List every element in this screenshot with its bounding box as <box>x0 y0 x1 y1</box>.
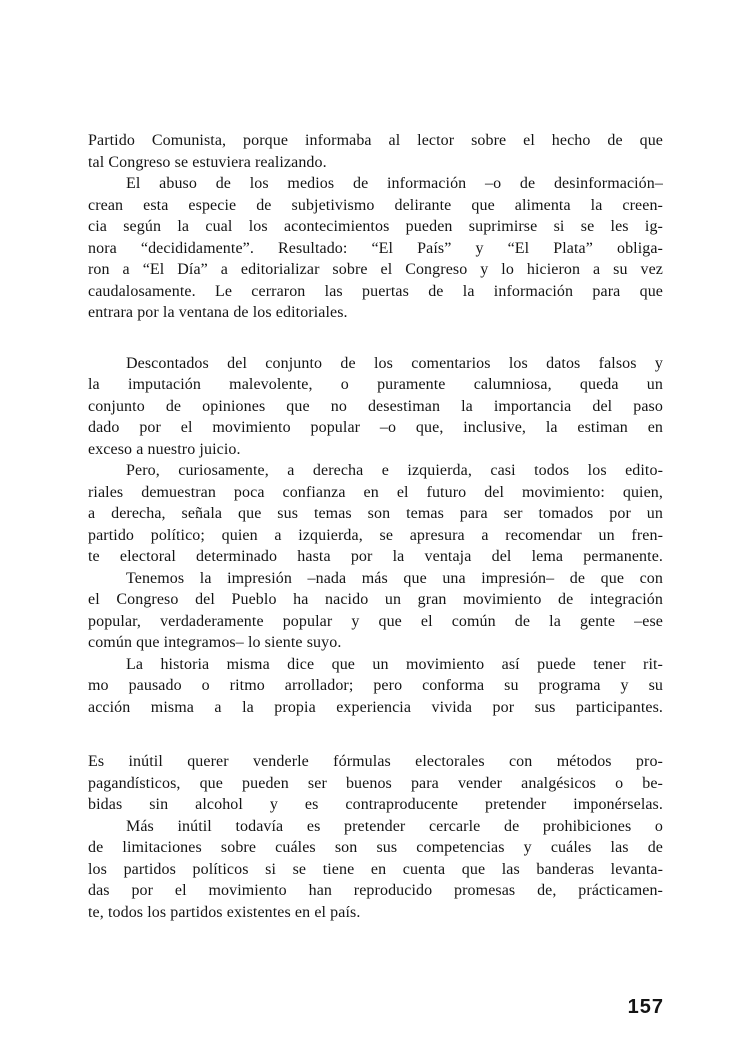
text-line: partido político; quien a izquierda, se apresura a recomendar un fren- <box>88 526 663 544</box>
text-line: mo pausado o ritmo arrollador; pero conforma su programa y su <box>88 677 663 694</box>
paragraph <box>88 654 663 719</box>
text-line: crean esta especie de subjetivismo delirante que alimenta la creen- <box>88 196 663 214</box>
text-line: a derecha, señala que sus temas son temas para ser tomados por un <box>88 505 663 522</box>
text-line: das por el movimiento han reproducido promesas de, prácticamen- <box>88 882 663 899</box>
text-line: común que integramos– lo siente suyo. <box>88 634 342 651</box>
paragraph <box>88 816 663 924</box>
text-line: La historia misma dice que un movimiento así puede tener rit- <box>126 655 663 673</box>
text-line: bidas sin alcohol y es contraproducente pretender imponérselas. <box>88 796 663 813</box>
text-line: Es inútil querer venderle fórmulas electorales con métodos pro- <box>88 753 663 770</box>
text-line: Descontados del conjunto de los comentarios los datos falsos y <box>126 354 663 372</box>
paragraph <box>88 353 663 461</box>
section-1 <box>88 130 663 324</box>
paragraph <box>88 568 663 654</box>
text-line: el Congreso del Pueblo ha nacido un gran movimiento de integración <box>88 591 663 608</box>
text-line: la imputación malevolente, o puramente calumniosa, queda un <box>88 376 663 393</box>
text-line: dado por el movimiento popular –o que, inclusive, la estiman en <box>88 419 663 436</box>
text-line: exceso a nuestro juicio. <box>88 440 241 458</box>
text-line: ron a “El Día” a editorializar sobre el Congreso y lo hicieron a su vez <box>88 261 663 278</box>
paragraph <box>88 130 663 173</box>
text-line: los partidos políticos si se tiene en cuenta que las banderas levanta- <box>88 860 663 878</box>
text-line: riales demuestran poca confianza en el futuro del movimiento: quien, <box>88 483 663 501</box>
text-line: Tenemos la impresión –nada más que una impresión– de que con <box>126 569 663 587</box>
text-line: Partido Comunista, porque informaba al lector sobre el hecho de que <box>88 132 663 149</box>
text-line: conjunto de opiniones que no desestiman la importancia del paso <box>88 397 663 415</box>
text-line: de limitaciones sobre cuáles son sus competencias y cuáles las de <box>88 839 663 856</box>
text-line: te, todos los partidos existentes en el país. <box>88 903 361 921</box>
page-body <box>88 130 663 923</box>
text-line: Más inútil todavía es pretender cercarle de prohibiciones o <box>126 817 663 835</box>
section-3 <box>88 751 663 923</box>
text-line: tal Congreso se estuviera realizando. <box>88 153 327 171</box>
text-line: Pero, curiosamente, a derecha e izquierda, casi todos los edito- <box>126 462 663 479</box>
text-line: El abuso de los medios de información –o de desinformación– <box>126 175 663 192</box>
text-line: te electoral determinado hasta por la ventaja del lema permanente. <box>88 548 663 565</box>
page-number: 157 <box>627 996 664 1018</box>
paragraph <box>88 173 663 324</box>
text-line: caudalosamente. Le cerraron las puertas de la información para que <box>88 282 663 300</box>
text-line: popular, verdaderamente popular y que el común de la gente –ese <box>88 612 663 630</box>
text-line: acción misma a la propia experiencia vivida por sus participantes. <box>88 698 663 716</box>
text-line: cia según la cual los acontecimientos pueden suprimirse si se les ig- <box>88 218 663 235</box>
paragraph <box>88 460 663 568</box>
text-line: nora “decididamente”. Resultado: “El País” y “El Plata” obliga- <box>88 239 663 257</box>
text-line: entrara por la ventana de los editoriales. <box>88 304 348 321</box>
paragraph <box>88 751 663 816</box>
text-line: pagandísticos, que pueden ser buenos para vender analgésicos o be- <box>88 774 663 792</box>
section-2 <box>88 353 663 719</box>
